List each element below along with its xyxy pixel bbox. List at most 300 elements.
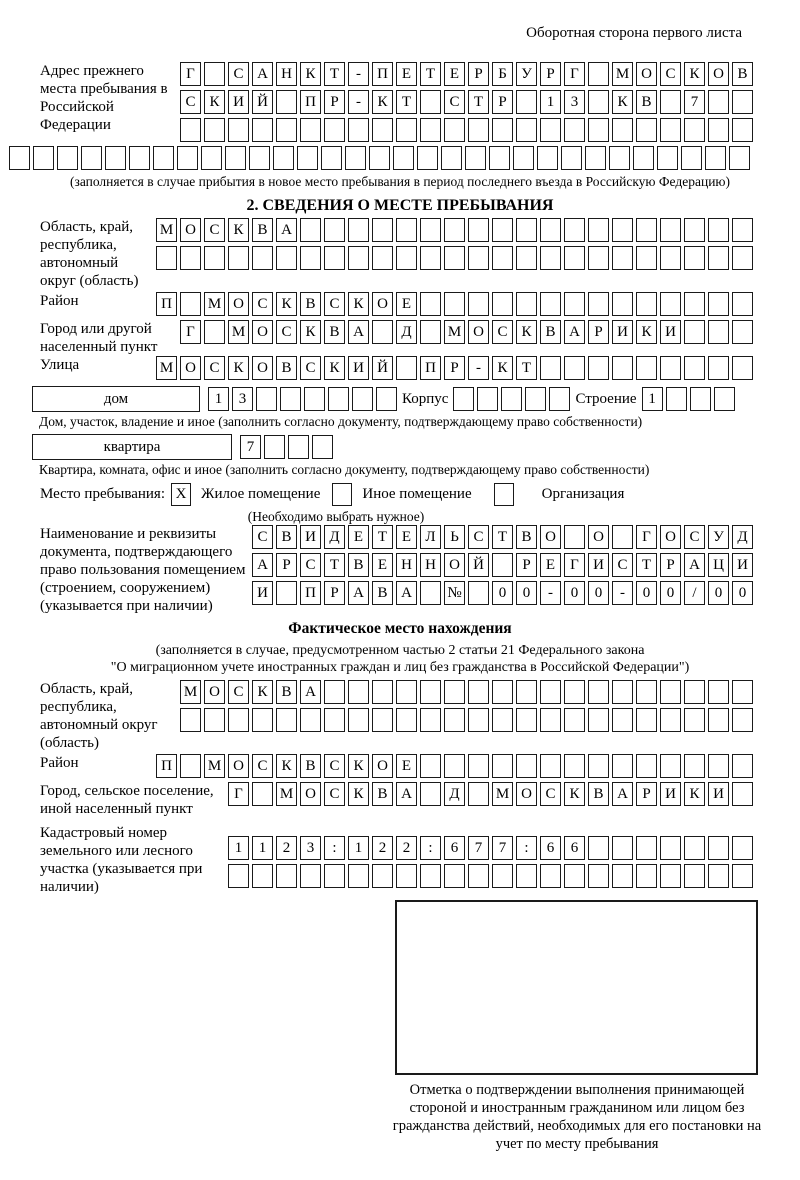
char-cell[interactable]: О	[660, 525, 681, 549]
char-cell[interactable]	[732, 680, 753, 704]
char-cell[interactable]	[660, 680, 681, 704]
char-cell[interactable]: К	[228, 356, 249, 380]
char-cell[interactable]	[228, 246, 249, 270]
char-cell[interactable]	[660, 118, 681, 142]
char-cell[interactable]: М	[180, 680, 201, 704]
char-cell[interactable]: Г	[180, 62, 201, 86]
char-cell[interactable]	[660, 292, 681, 316]
char-cell[interactable]: Й	[372, 356, 393, 380]
char-cell[interactable]	[492, 680, 513, 704]
char-cell[interactable]	[153, 146, 174, 170]
char-cell[interactable]: 0	[636, 581, 657, 605]
char-cell[interactable]: -	[468, 356, 489, 380]
char-cell[interactable]: О	[444, 553, 465, 577]
char-cell[interactable]	[444, 246, 465, 270]
char-cell[interactable]	[588, 90, 609, 114]
char-cell[interactable]: :	[324, 836, 345, 860]
char-cell[interactable]: О	[468, 320, 489, 344]
char-cell[interactable]	[516, 754, 537, 778]
char-cell[interactable]	[81, 146, 102, 170]
char-cell[interactable]: 3	[564, 90, 585, 114]
char-cell[interactable]	[444, 864, 465, 888]
char-cell[interactable]: Т	[324, 62, 345, 86]
char-cell[interactable]	[396, 246, 417, 270]
char-cell[interactable]	[588, 218, 609, 242]
char-cell[interactable]: С	[204, 218, 225, 242]
char-cell[interactable]	[228, 708, 249, 732]
char-cell[interactable]: 7	[684, 90, 705, 114]
char-cell[interactable]	[348, 218, 369, 242]
char-cell[interactable]	[396, 680, 417, 704]
char-cell[interactable]	[312, 435, 333, 459]
char-cell[interactable]	[33, 146, 54, 170]
char-cell[interactable]	[732, 836, 753, 860]
char-cell[interactable]: К	[204, 90, 225, 114]
char-cell[interactable]: Н	[420, 553, 441, 577]
char-cell[interactable]	[705, 146, 726, 170]
char-cell[interactable]	[273, 146, 294, 170]
char-cell[interactable]	[9, 146, 30, 170]
char-cell[interactable]: С	[444, 90, 465, 114]
char-cell[interactable]: О	[180, 356, 201, 380]
char-cell[interactable]	[684, 864, 705, 888]
char-cell[interactable]	[444, 754, 465, 778]
char-cell[interactable]: С	[180, 90, 201, 114]
dom-type-box[interactable]: дом	[32, 386, 200, 412]
char-cell[interactable]: Е	[372, 553, 393, 577]
char-cell[interactable]	[372, 246, 393, 270]
char-cell[interactable]	[684, 292, 705, 316]
char-cell[interactable]: К	[276, 754, 297, 778]
char-cell[interactable]: М	[492, 782, 513, 806]
char-cell[interactable]	[660, 754, 681, 778]
char-cell[interactable]	[588, 292, 609, 316]
char-cell[interactable]	[684, 754, 705, 778]
char-cell[interactable]	[708, 118, 729, 142]
char-cell[interactable]: 3	[232, 387, 253, 411]
char-cell[interactable]	[612, 356, 633, 380]
char-cell[interactable]: С	[300, 553, 321, 577]
char-cell[interactable]	[204, 246, 225, 270]
char-cell[interactable]: К	[276, 292, 297, 316]
char-cell[interactable]: О	[372, 292, 393, 316]
char-cell[interactable]	[612, 708, 633, 732]
char-cell[interactable]: К	[348, 782, 369, 806]
char-cell[interactable]	[492, 754, 513, 778]
char-cell[interactable]	[180, 708, 201, 732]
char-cell[interactable]: К	[684, 62, 705, 86]
char-cell[interactable]	[324, 118, 345, 142]
char-cell[interactable]	[588, 356, 609, 380]
char-cell[interactable]: С	[252, 525, 273, 549]
char-cell[interactable]	[585, 146, 606, 170]
char-cell[interactable]: А	[564, 320, 585, 344]
char-cell[interactable]	[468, 782, 489, 806]
char-cell[interactable]	[321, 146, 342, 170]
char-cell[interactable]: Д	[732, 525, 753, 549]
char-cell[interactable]: Т	[468, 90, 489, 114]
char-cell[interactable]	[612, 525, 633, 549]
char-cell[interactable]	[564, 292, 585, 316]
char-cell[interactable]: В	[348, 553, 369, 577]
char-cell[interactable]: Г	[564, 62, 585, 86]
char-cell[interactable]: И	[348, 356, 369, 380]
char-cell[interactable]	[516, 90, 537, 114]
char-cell[interactable]: А	[612, 782, 633, 806]
char-cell[interactable]: Г	[228, 782, 249, 806]
char-cell[interactable]: О	[252, 356, 273, 380]
char-cell[interactable]: К	[300, 62, 321, 86]
char-cell[interactable]	[588, 708, 609, 732]
char-cell[interactable]	[684, 246, 705, 270]
char-cell[interactable]	[588, 680, 609, 704]
char-cell[interactable]: С	[324, 754, 345, 778]
char-cell[interactable]: М	[444, 320, 465, 344]
char-cell[interactable]	[276, 246, 297, 270]
char-cell[interactable]: И	[228, 90, 249, 114]
char-cell[interactable]: 0	[708, 581, 729, 605]
char-cell[interactable]	[204, 62, 225, 86]
char-cell[interactable]	[540, 754, 561, 778]
char-cell[interactable]	[396, 864, 417, 888]
char-cell[interactable]: В	[276, 680, 297, 704]
char-cell[interactable]	[612, 292, 633, 316]
char-cell[interactable]	[636, 118, 657, 142]
char-cell[interactable]	[180, 246, 201, 270]
char-cell[interactable]: 7	[468, 836, 489, 860]
char-cell[interactable]	[444, 680, 465, 704]
char-cell[interactable]	[492, 553, 513, 577]
char-cell[interactable]: Е	[540, 553, 561, 577]
char-cell[interactable]	[441, 146, 462, 170]
char-cell[interactable]	[453, 387, 474, 411]
char-cell[interactable]: Р	[660, 553, 681, 577]
char-cell[interactable]: Р	[324, 90, 345, 114]
char-cell[interactable]	[588, 754, 609, 778]
char-cell[interactable]: Д	[444, 782, 465, 806]
char-cell[interactable]	[684, 218, 705, 242]
char-cell[interactable]: И	[588, 553, 609, 577]
char-cell[interactable]: Ц	[708, 553, 729, 577]
char-cell[interactable]	[304, 387, 325, 411]
char-cell[interactable]	[420, 581, 441, 605]
char-cell[interactable]	[564, 708, 585, 732]
char-cell[interactable]	[420, 218, 441, 242]
char-cell[interactable]	[708, 320, 729, 344]
char-cell[interactable]: Р	[492, 90, 513, 114]
char-cell[interactable]	[324, 864, 345, 888]
char-cell[interactable]	[420, 754, 441, 778]
char-cell[interactable]	[252, 708, 273, 732]
char-cell[interactable]	[105, 146, 126, 170]
char-cell[interactable]: -	[612, 581, 633, 605]
char-cell[interactable]	[588, 836, 609, 860]
char-cell[interactable]: А	[276, 218, 297, 242]
char-cell[interactable]: А	[348, 320, 369, 344]
char-cell[interactable]	[129, 146, 150, 170]
char-cell[interactable]	[732, 118, 753, 142]
char-cell[interactable]	[540, 864, 561, 888]
char-cell[interactable]: 0	[660, 581, 681, 605]
char-cell[interactable]	[612, 754, 633, 778]
char-cell[interactable]: 2	[396, 836, 417, 860]
char-cell[interactable]	[708, 708, 729, 732]
char-cell[interactable]: Т	[420, 62, 441, 86]
char-cell[interactable]	[468, 218, 489, 242]
char-cell[interactable]: Р	[324, 581, 345, 605]
char-cell[interactable]: /	[684, 581, 705, 605]
char-cell[interactable]: 3	[300, 836, 321, 860]
char-cell[interactable]: 0	[564, 581, 585, 605]
char-cell[interactable]: П	[300, 581, 321, 605]
char-cell[interactable]	[732, 218, 753, 242]
char-cell[interactable]	[732, 754, 753, 778]
char-cell[interactable]: Е	[348, 525, 369, 549]
char-cell[interactable]	[516, 680, 537, 704]
char-cell[interactable]: В	[300, 292, 321, 316]
char-cell[interactable]	[708, 864, 729, 888]
char-cell[interactable]	[708, 680, 729, 704]
char-cell[interactable]: И	[252, 581, 273, 605]
char-cell[interactable]	[540, 118, 561, 142]
char-cell[interactable]	[492, 246, 513, 270]
char-cell[interactable]: 1	[228, 836, 249, 860]
char-cell[interactable]	[684, 680, 705, 704]
char-cell[interactable]: Г	[636, 525, 657, 549]
char-cell[interactable]	[636, 708, 657, 732]
char-cell[interactable]	[468, 246, 489, 270]
char-cell[interactable]: Л	[420, 525, 441, 549]
char-cell[interactable]: П	[156, 292, 177, 316]
char-cell[interactable]: О	[708, 62, 729, 86]
kvartira-type-box[interactable]: квартира	[32, 434, 232, 460]
char-cell[interactable]: И	[660, 782, 681, 806]
char-cell[interactable]	[420, 708, 441, 732]
char-cell[interactable]: А	[252, 553, 273, 577]
char-cell[interactable]: О	[228, 754, 249, 778]
char-cell[interactable]: М	[156, 356, 177, 380]
char-cell[interactable]: В	[636, 90, 657, 114]
char-cell[interactable]	[468, 680, 489, 704]
char-cell[interactable]	[420, 90, 441, 114]
char-cell[interactable]: 2	[276, 836, 297, 860]
char-cell[interactable]: С	[228, 62, 249, 86]
char-cell[interactable]: В	[732, 62, 753, 86]
char-cell[interactable]	[660, 218, 681, 242]
char-cell[interactable]	[372, 320, 393, 344]
char-cell[interactable]: 0	[492, 581, 513, 605]
char-cell[interactable]: К	[516, 320, 537, 344]
char-cell[interactable]: Д	[396, 320, 417, 344]
char-cell[interactable]: :	[516, 836, 537, 860]
char-cell[interactable]: Й	[468, 553, 489, 577]
char-cell[interactable]	[636, 356, 657, 380]
char-cell[interactable]: А	[252, 62, 273, 86]
char-cell[interactable]	[396, 708, 417, 732]
char-cell[interactable]	[300, 864, 321, 888]
char-cell[interactable]: М	[276, 782, 297, 806]
char-cell[interactable]	[345, 146, 366, 170]
char-cell[interactable]	[588, 864, 609, 888]
char-cell[interactable]: С	[252, 754, 273, 778]
char-cell[interactable]	[468, 581, 489, 605]
char-cell[interactable]: Т	[372, 525, 393, 549]
char-cell[interactable]: Е	[396, 62, 417, 86]
char-cell[interactable]	[657, 146, 678, 170]
char-cell[interactable]	[564, 864, 585, 888]
char-cell[interactable]	[564, 118, 585, 142]
char-cell[interactable]	[732, 356, 753, 380]
char-cell[interactable]: К	[348, 754, 369, 778]
char-cell[interactable]	[444, 708, 465, 732]
char-cell[interactable]: В	[588, 782, 609, 806]
char-cell[interactable]	[684, 836, 705, 860]
char-cell[interactable]	[708, 356, 729, 380]
char-cell[interactable]: 1	[642, 387, 663, 411]
char-cell[interactable]: О	[372, 754, 393, 778]
char-cell[interactable]: В	[372, 782, 393, 806]
char-cell[interactable]: Е	[444, 62, 465, 86]
char-cell[interactable]: 1	[252, 836, 273, 860]
char-cell[interactable]	[225, 146, 246, 170]
char-cell[interactable]	[564, 680, 585, 704]
char-cell[interactable]: О	[252, 320, 273, 344]
char-cell[interactable]	[525, 387, 546, 411]
char-cell[interactable]	[57, 146, 78, 170]
char-cell[interactable]: Т	[324, 553, 345, 577]
char-cell[interactable]	[180, 754, 201, 778]
char-cell[interactable]	[297, 146, 318, 170]
char-cell[interactable]	[708, 754, 729, 778]
char-cell[interactable]: М	[204, 754, 225, 778]
char-cell[interactable]: О	[588, 525, 609, 549]
char-cell[interactable]	[468, 754, 489, 778]
char-cell[interactable]: О	[540, 525, 561, 549]
char-cell[interactable]	[588, 246, 609, 270]
char-cell[interactable]	[477, 387, 498, 411]
char-cell[interactable]	[444, 118, 465, 142]
char-cell[interactable]	[516, 708, 537, 732]
char-cell[interactable]: 0	[516, 581, 537, 605]
char-cell[interactable]: Т	[396, 90, 417, 114]
char-cell[interactable]	[537, 146, 558, 170]
char-cell[interactable]: К	[612, 90, 633, 114]
char-cell[interactable]	[609, 146, 630, 170]
char-cell[interactable]: П	[300, 90, 321, 114]
char-cell[interactable]	[492, 218, 513, 242]
char-cell[interactable]	[660, 356, 681, 380]
char-cell[interactable]	[714, 387, 735, 411]
char-cell[interactable]	[420, 320, 441, 344]
char-cell[interactable]	[372, 680, 393, 704]
char-cell[interactable]	[612, 118, 633, 142]
char-cell[interactable]	[708, 246, 729, 270]
char-cell[interactable]: К	[636, 320, 657, 344]
char-cell[interactable]	[636, 680, 657, 704]
char-cell[interactable]: №	[444, 581, 465, 605]
char-cell[interactable]	[564, 218, 585, 242]
char-cell[interactable]	[540, 218, 561, 242]
char-cell[interactable]	[348, 246, 369, 270]
char-cell[interactable]: 6	[540, 836, 561, 860]
char-cell[interactable]	[564, 246, 585, 270]
char-cell[interactable]: О	[516, 782, 537, 806]
char-cell[interactable]	[276, 708, 297, 732]
char-cell[interactable]: М	[612, 62, 633, 86]
char-cell[interactable]: 7	[492, 836, 513, 860]
char-cell[interactable]	[540, 708, 561, 732]
char-cell[interactable]	[393, 146, 414, 170]
char-cell[interactable]	[549, 387, 570, 411]
char-cell[interactable]: П	[372, 62, 393, 86]
char-cell[interactable]: -	[540, 581, 561, 605]
char-cell[interactable]	[300, 218, 321, 242]
char-cell[interactable]	[516, 218, 537, 242]
char-cell[interactable]: С	[324, 782, 345, 806]
char-cell[interactable]	[228, 864, 249, 888]
char-cell[interactable]: О	[228, 292, 249, 316]
char-cell[interactable]: П	[156, 754, 177, 778]
char-cell[interactable]	[636, 246, 657, 270]
char-cell[interactable]	[348, 708, 369, 732]
char-cell[interactable]	[252, 864, 273, 888]
char-cell[interactable]: О	[204, 680, 225, 704]
char-cell[interactable]	[636, 292, 657, 316]
char-cell[interactable]	[540, 680, 561, 704]
char-cell[interactable]	[564, 356, 585, 380]
char-cell[interactable]: М	[156, 218, 177, 242]
char-cell[interactable]	[684, 118, 705, 142]
char-cell[interactable]: С	[252, 292, 273, 316]
char-cell[interactable]	[324, 246, 345, 270]
char-cell[interactable]: Д	[324, 525, 345, 549]
char-cell[interactable]: Г	[180, 320, 201, 344]
char-cell[interactable]: О	[300, 782, 321, 806]
char-cell[interactable]	[516, 246, 537, 270]
char-cell[interactable]: К	[684, 782, 705, 806]
char-cell[interactable]	[324, 708, 345, 732]
char-cell[interactable]	[348, 118, 369, 142]
char-cell[interactable]: С	[492, 320, 513, 344]
char-cell[interactable]	[180, 292, 201, 316]
char-cell[interactable]: А	[300, 680, 321, 704]
char-cell[interactable]: К	[348, 292, 369, 316]
char-cell[interactable]: В	[276, 525, 297, 549]
char-cell[interactable]	[444, 292, 465, 316]
char-cell[interactable]: У	[708, 525, 729, 549]
char-cell[interactable]: В	[324, 320, 345, 344]
char-cell[interactable]: С	[684, 525, 705, 549]
char-cell[interactable]	[369, 146, 390, 170]
char-cell[interactable]: Г	[564, 553, 585, 577]
char-cell[interactable]	[276, 118, 297, 142]
char-cell[interactable]: 7	[240, 435, 261, 459]
char-cell[interactable]	[516, 292, 537, 316]
char-cell[interactable]	[684, 320, 705, 344]
char-cell[interactable]: 1	[348, 836, 369, 860]
char-cell[interactable]	[372, 118, 393, 142]
char-cell[interactable]	[468, 708, 489, 732]
char-cell[interactable]	[396, 356, 417, 380]
char-cell[interactable]	[300, 118, 321, 142]
char-cell[interactable]: Р	[636, 782, 657, 806]
char-cell[interactable]	[732, 782, 753, 806]
char-cell[interactable]: А	[396, 782, 417, 806]
char-cell[interactable]	[465, 146, 486, 170]
char-cell[interactable]	[252, 246, 273, 270]
char-cell[interactable]: -	[348, 62, 369, 86]
char-cell[interactable]	[492, 118, 513, 142]
